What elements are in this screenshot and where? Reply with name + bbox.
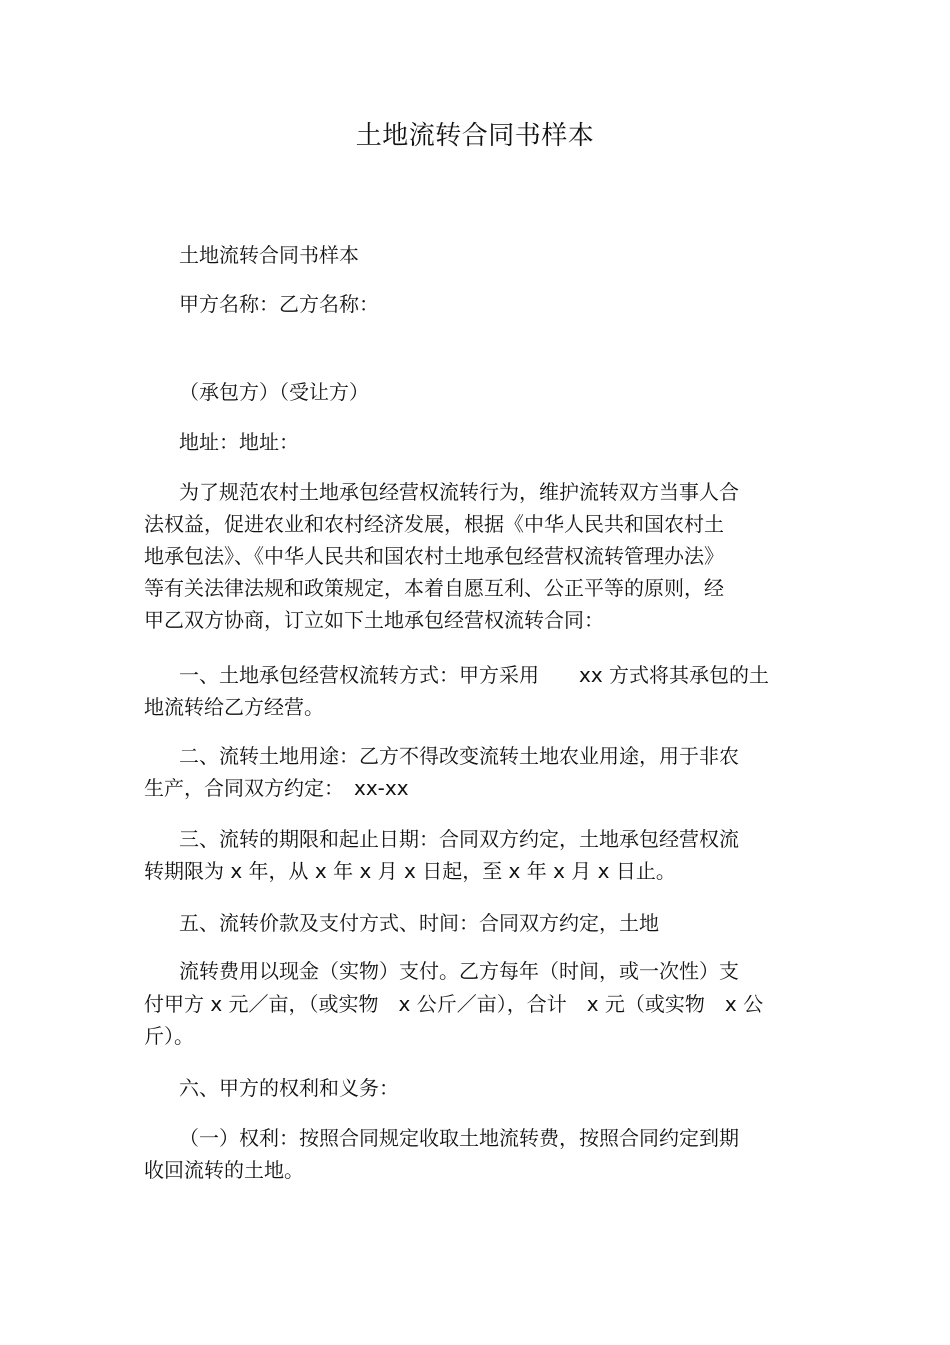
clause-2-line-2: 生产，合同双方约定： xx-xx [144, 776, 409, 800]
subtitle-line: 土地流转合同书样本 [179, 243, 359, 267]
clause-6-rights-line-2: 收回流转的土地。 [144, 1158, 304, 1182]
clause-6-heading: 六、甲方的权利和义务： [179, 1076, 399, 1100]
clause-1-line-2: 地流转给乙方经营。 [144, 695, 324, 719]
address-line: 地址：地址： [179, 430, 299, 454]
clause-3-line-1: 三、流转的期限和起止日期：合同双方约定，土地承包经营权流 [179, 827, 739, 851]
payment-line-1: 流转费用以现金（实物）支付。乙方每年（时间，或一次性）支 [179, 959, 739, 983]
preamble-line-5: 甲乙双方协商，订立如下土地承包经营权流转合同： [144, 608, 604, 632]
payment-line-2: 付甲方 x 元／亩，（或实物 x 公斤／亩），合计 x 元（或实物 x 公 [144, 992, 764, 1016]
clause-2-line-1: 二、流转土地用途：乙方不得改变流转土地农业用途，用于非农 [179, 744, 739, 768]
clause-1-line-1: 一、土地承包经营权流转方式：甲方采用 xx 方式将其承包的土 [179, 663, 770, 687]
preamble-line-2: 法权益，促进农业和农村经济发展，根据《中华人民共和国农村土 [144, 512, 724, 536]
document-title: 土地流转合同书样本 [355, 121, 595, 151]
clause-6-rights-line-1: （一）权利：按照合同规定收取土地流转费，按照合同约定到期 [179, 1126, 739, 1150]
clause-5-line-1: 五、流转价款及支付方式、时间：合同双方约定，土地 [179, 911, 659, 935]
party-names-line: 甲方名称：乙方名称： [179, 292, 379, 316]
party-roles-line: （承包方）（受让方） [179, 380, 369, 404]
payment-line-3: 斤）。 [144, 1024, 194, 1048]
preamble-line-3: 地承包法》、《中华人民共和国农村土地承包经营权流转管理办法》 [144, 544, 724, 568]
preamble-line-4: 等有关法律法规和政策规定，本着自愿互利、公正平等的原则，经 [144, 576, 724, 600]
preamble-line-1: 为了规范农村土地承包经营权流转行为，维护流转双方当事人合 [179, 480, 739, 504]
clause-3-line-2: 转期限为 x 年，从 x 年 x 月 x 日起，至 x 年 x 月 x 日止。 [144, 859, 676, 883]
